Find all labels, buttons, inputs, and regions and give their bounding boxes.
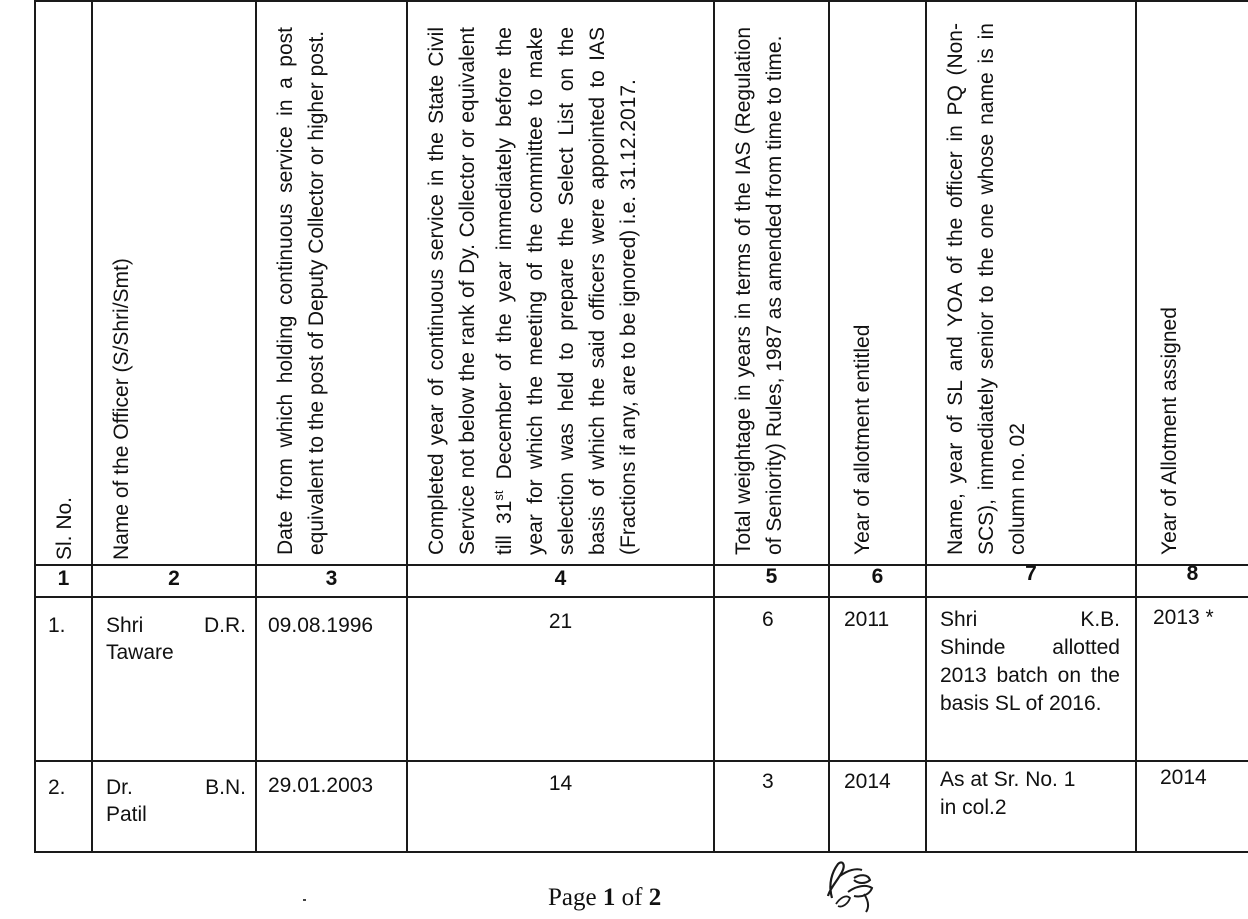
column-number-2: 2 (168, 567, 180, 590)
column-number-1: 1 (57, 567, 70, 590)
header-yoa-entitled: Year of allotment entitled (851, 324, 874, 555)
column-number-3: 3 (325, 567, 338, 590)
column-number-6: 6 (871, 565, 884, 588)
header-total-weightage: Total weightage in years in terms of the IAS (Regulation of Seniority) Rules, 1987 as amended from time to time. (732, 27, 786, 555)
header-senior-officer: Name, year of SL and YOA of the officer in PQ (Non-SCS), immediately senior to the one whose name is in column no. 02 (944, 23, 1029, 555)
header-yoa-assigned: Year of Allotment assigned (1158, 307, 1181, 555)
row-yoa-entitled: 2011 (844, 608, 890, 631)
row-officer-name: Dr. B.N. Patil (106, 776, 246, 826)
scan-mark (303, 899, 306, 901)
header-officer-name: Name of the Officer (S/Shri/Smt) (110, 258, 133, 560)
header-date-continuous-service: Date from which holding continuous service in a post equivalent to the post of Deputy Collector or higher post. (274, 27, 328, 555)
row-senior-officer: As at Sr. No. 1 in col.2 (940, 768, 1076, 819)
column-number-7: 7 (1025, 562, 1037, 585)
row-yoa-assigned: 2014 (1160, 766, 1207, 789)
column-number-8: 8 (1186, 562, 1199, 585)
row-weightage: 3 (762, 770, 774, 793)
header-sl-no: Sl. No. (53, 496, 76, 560)
header-completed-years: Completed year of continuous service in the State Civil Service not below the rank of Dy. Collector or equivalent till 31st December of the year immediately before the year for which the meeting of the committee to make selection was held to prepare the Select List on the basis of which the said officers were appointed to IAS (Fractions if any, are to be ignored) i.e. 31.12.2017. (425, 27, 640, 555)
row-officer-name: Shri D.R. Taware (106, 614, 246, 664)
signature-initials (818, 858, 886, 919)
row-senior-officer: Shri K.B. Shinde allotted 2013 batch on the basis SL of 2016. (940, 608, 1120, 715)
row-date: 09.08.1996 (268, 614, 374, 637)
row-weightage: 6 (762, 608, 774, 631)
column-number-4: 4 (554, 567, 567, 590)
row-completed-years: 21 (548, 610, 573, 633)
column-number-5: 5 (765, 565, 778, 588)
row-completed-years: 14 (548, 772, 573, 795)
row-sl-no: 2. (48, 776, 66, 799)
row-yoa-assigned: 2013 * (1153, 606, 1214, 629)
row-date: 29.01.2003 (268, 774, 374, 797)
row-yoa-entitled: 2014 (844, 770, 891, 793)
row-sl-no: 1. (48, 614, 66, 637)
page-number: Page 1 of 2 (548, 884, 662, 911)
